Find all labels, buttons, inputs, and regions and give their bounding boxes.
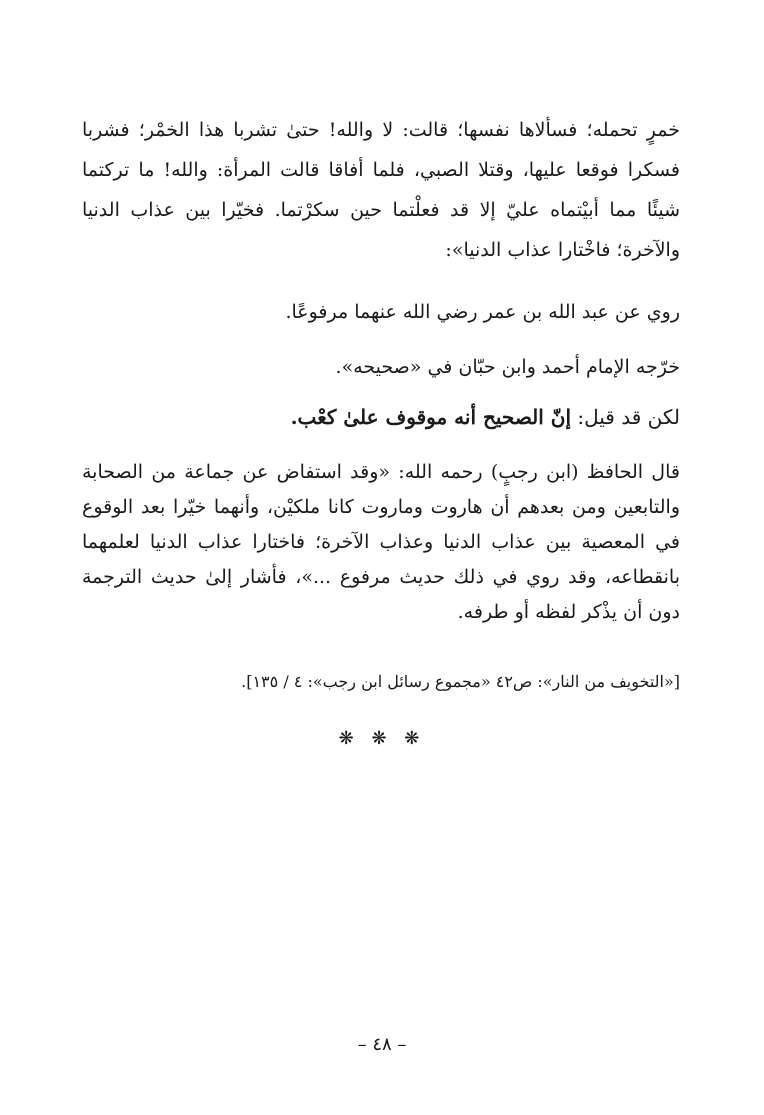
section-separator: ❋ ❋ ❋ xyxy=(338,728,426,749)
quote-paragraph: خمرٍ تحمله؛ فسألاها نفسها؛ قالت: لا والله! حتىٰ تشربا هذا الخمْر؛ فشربا فسكرا فوقعا عليها، وقتلا الصبي، فلما أفاقا قالت المرأة: والله! ما تركتما شيئًا مما أبيْتماه عليّ إلا قد فعلْتما حين سكرْتما. فخيّرا بين عذاب الدنيا والآخرة؛ فاخْتارا عذاب الدنيا»: xyxy=(82,119,680,261)
ibn-rajab-paragraph: قال الحافظ (ابن رجبٍ) رحمه الله: «وقد استفاض عن جماعة من الصحابة والتابعين ومن بعدهم أن هاروت وماروت كانا ملكيْن، وأنهما خيّرا بعد الوقوع في المعصية بين عذاب الدنيا وعذاب الآخرة؛ فاختارا عذاب الدنيا لعلمهما بانقطاعه، وقد روي في ذلك حديث مرفوع ...»، فأشار إلىٰ حديث الترجمة دون أن يذْكر لفظه أو طرفه. xyxy=(82,461,680,623)
mawquf-note-prefix: لكن قد قيل: xyxy=(571,405,680,429)
page-number: – ٤٨ – xyxy=(357,1034,407,1055)
takhrij-line: خرّجه الإمام أحمد وابن حبّان في «صحيحه». xyxy=(335,356,680,378)
source-reference: [«التخويف من النار»: ص٤٢ «مجموع رسائل ابن رجب»: ٤ / ١٣٥]. xyxy=(241,672,680,691)
riwaya-line: روي عن عبد الله بن عمر رضي الله عنهما مرفوعًا. xyxy=(285,301,680,323)
mawquf-note-line xyxy=(82,402,680,432)
mawquf-note-bold: إنّ الصحيح أنه موقوف علىٰ كعْب. xyxy=(290,405,572,429)
